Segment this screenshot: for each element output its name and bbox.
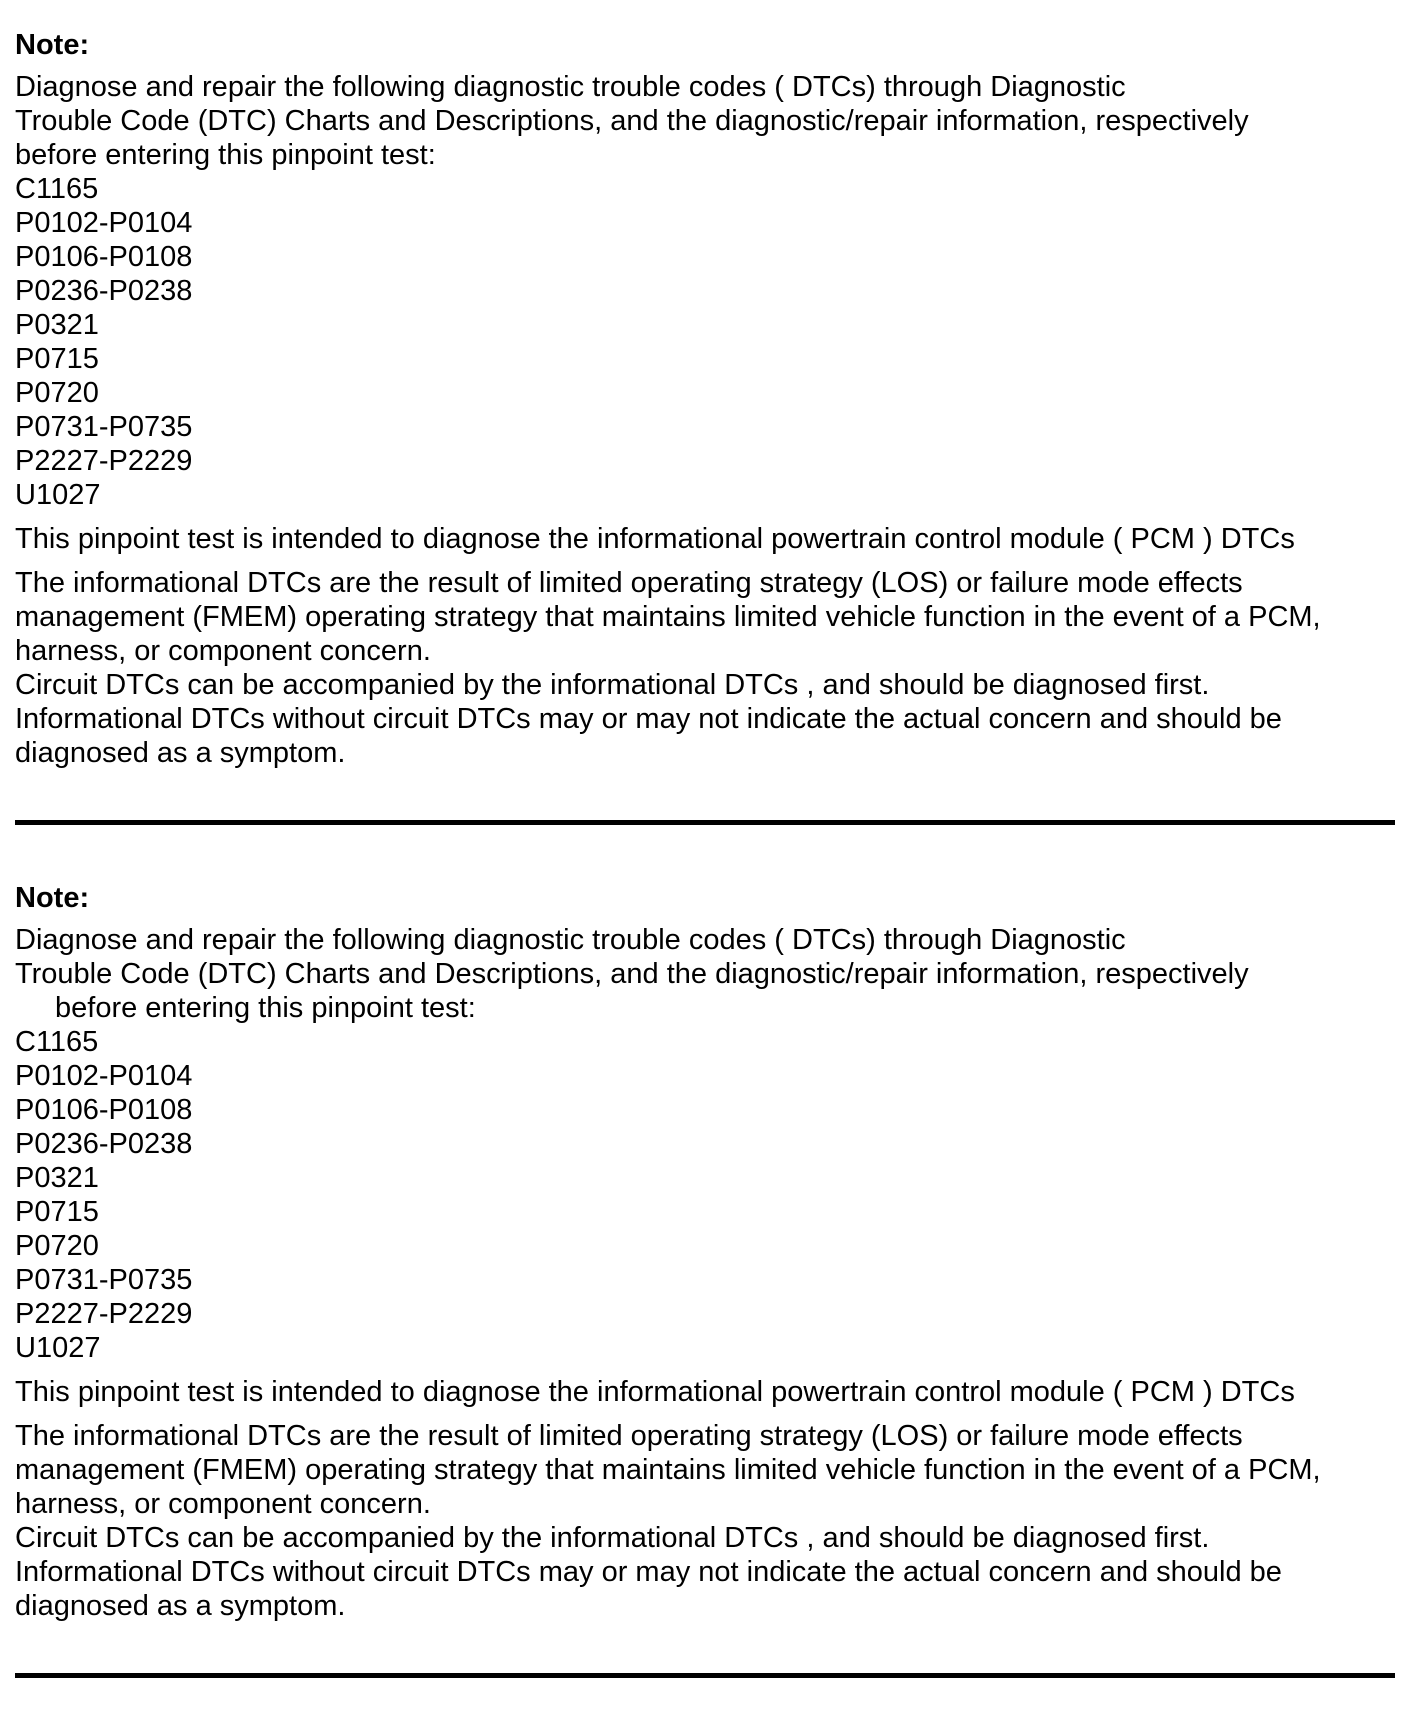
- dtc-code: P0731-P0735: [15, 1264, 193, 1296]
- section-divider: [15, 820, 1395, 825]
- dtc-code: P2227-P2229: [15, 445, 193, 477]
- note-heading: Note:: [15, 882, 90, 914]
- dtc-code-list: [15, 1025, 1395, 1365]
- intro-line: Diagnose and repair the following diagnostic trouble codes ( DTCs) through Diagnostic: [15, 924, 1126, 956]
- note-block-2: [15, 881, 1395, 1623]
- dtc-code: C1165: [15, 173, 99, 205]
- detail-line: harness, or component concern.: [15, 1488, 431, 1520]
- intro-line: Trouble Code (DTC) Charts and Descriptions, and the diagnostic/repair information, respectively: [15, 105, 1249, 137]
- detail-line: management (FMEM) operating strategy that maintains limited vehicle function in the event of a PCM,: [15, 601, 1321, 633]
- detail-line: management (FMEM) operating strategy that maintains limited vehicle function in the event of a PCM,: [15, 1454, 1321, 1486]
- dtc-code: P0715: [15, 1196, 99, 1228]
- dtc-code: C1165: [15, 1026, 99, 1058]
- dtc-code: P0102-P0104: [15, 207, 193, 239]
- detail-line: Circuit DTCs can be accompanied by the informational DTCs , and should be diagnosed first.: [15, 669, 1210, 701]
- detail-line: Circuit DTCs can be accompanied by the informational DTCs , and should be diagnosed first.: [15, 1522, 1210, 1554]
- detail-line: diagnosed as a symptom.: [15, 737, 346, 769]
- dtc-code: P0731-P0735: [15, 411, 193, 443]
- dtc-code: P0321: [15, 309, 99, 341]
- note-heading: Note:: [15, 29, 90, 61]
- dtc-code: P0102-P0104: [15, 1060, 193, 1092]
- detail-line: harness, or component concern.: [15, 635, 431, 667]
- dtc-code: U1027: [15, 479, 101, 511]
- intro-line: Diagnose and repair the following diagnostic trouble codes ( DTCs) through Diagnostic: [15, 71, 1126, 103]
- detail-line: Informational DTCs without circuit DTCs may or may not indicate the actual concern and should be: [15, 1556, 1282, 1588]
- detail-line: diagnosed as a symptom.: [15, 1590, 346, 1622]
- purpose-statement: This pinpoint test is intended to diagnose the informational powertrain control module ( PCM ) DTCs: [15, 1376, 1295, 1408]
- dtc-code-list: [15, 172, 1395, 512]
- note-block-1: [15, 28, 1395, 770]
- dtc-code: P2227-P2229: [15, 1298, 193, 1330]
- purpose-statement: This pinpoint test is intended to diagnose the informational powertrain control module ( PCM ) DTCs: [15, 523, 1295, 555]
- intro-line: before entering this pinpoint test:: [15, 139, 436, 171]
- dtc-code: P0720: [15, 1230, 99, 1262]
- dtc-code: P0106-P0108: [15, 241, 193, 273]
- dtc-code: P0106-P0108: [15, 1094, 193, 1126]
- dtc-code: P0236-P0238: [15, 275, 193, 307]
- dtc-code: P0720: [15, 377, 99, 409]
- intro-line: before entering this pinpoint test:: [55, 992, 476, 1024]
- dtc-code: P0715: [15, 343, 99, 375]
- dtc-code: P0321: [15, 1162, 99, 1194]
- dtc-code: P0236-P0238: [15, 1128, 193, 1160]
- section-divider: [15, 1673, 1395, 1678]
- detail-line: The informational DTCs are the result of limited operating strategy (LOS) or failure mode effects: [15, 1420, 1243, 1452]
- dtc-code: U1027: [15, 1332, 101, 1364]
- intro-line: Trouble Code (DTC) Charts and Descriptions, and the diagnostic/repair information, respectively: [15, 958, 1249, 990]
- detail-line: The informational DTCs are the result of limited operating strategy (LOS) or failure mode effects: [15, 567, 1243, 599]
- detail-line: Informational DTCs without circuit DTCs may or may not indicate the actual concern and should be: [15, 703, 1282, 735]
